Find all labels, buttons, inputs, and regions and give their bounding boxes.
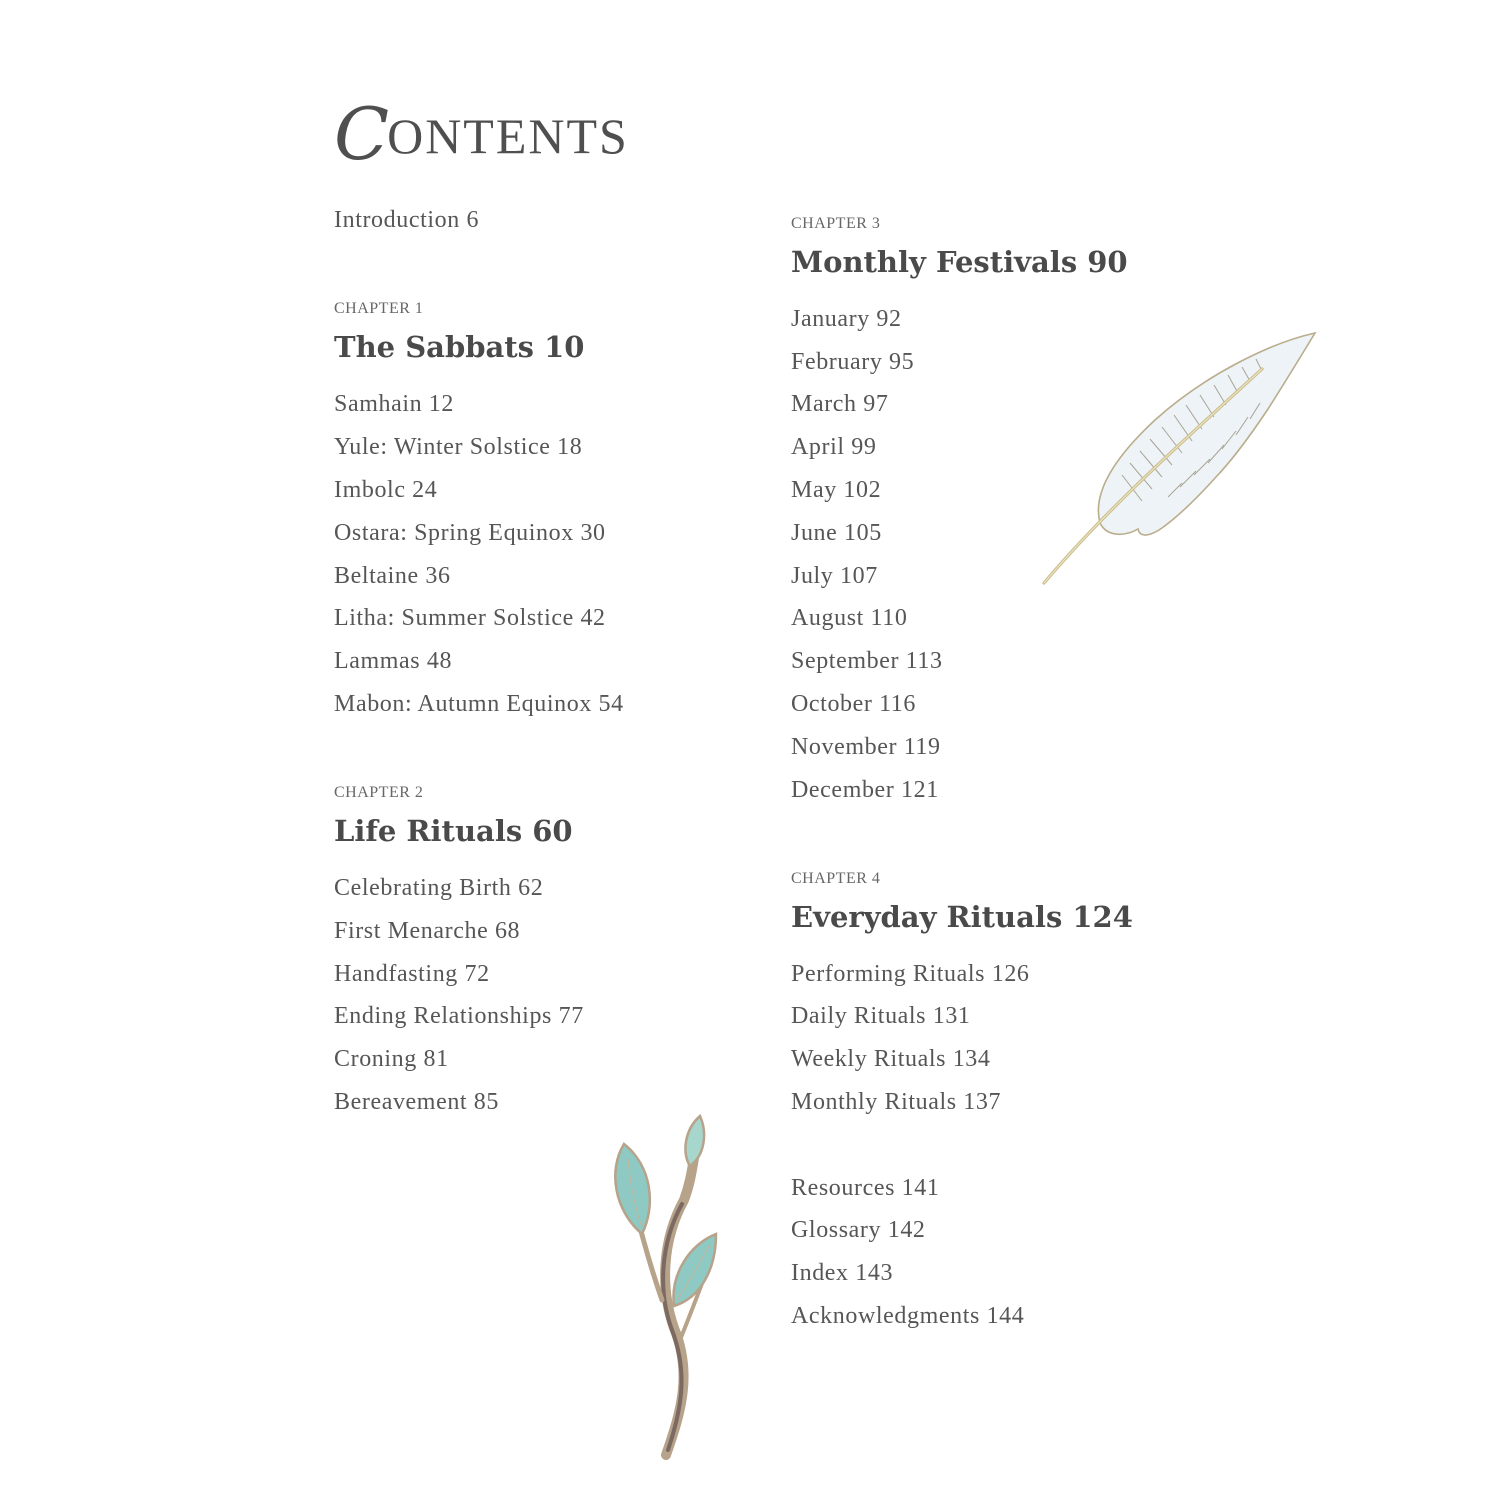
toc-entry[interactable]: July 107 [791, 563, 878, 589]
chapter-1-label: CHAPTER 1 [334, 300, 424, 317]
title-initial: C [334, 92, 392, 176]
toc-entry[interactable]: Litha: Summer Solstice 42 [334, 605, 606, 631]
toc-entry[interactable]: Yule: Winter Solstice 18 [334, 434, 583, 460]
toc-entry[interactable]: Beltaine 36 [334, 563, 451, 589]
toc-entry[interactable]: Ending Relationships 77 [334, 1003, 584, 1029]
toc-entry[interactable]: Daily Rituals 131 [791, 1003, 971, 1029]
toc-entry[interactable]: Samhain 12 [334, 391, 454, 417]
toc-entry[interactable]: April 99 [791, 434, 877, 460]
toc-entry[interactable]: October 116 [791, 691, 917, 717]
chapter-2-label: CHAPTER 2 [334, 784, 424, 801]
toc-entry[interactable]: May 102 [791, 477, 882, 503]
toc-entry[interactable]: August 110 [791, 605, 908, 631]
toc-entry-glossary[interactable]: Glossary 142 [791, 1217, 926, 1243]
toc-entry[interactable]: Performing Rituals 126 [791, 961, 1030, 987]
chapter-3-title[interactable]: Monthly Festivals 90 [791, 245, 1128, 279]
toc-entry[interactable]: Weekly Rituals 134 [791, 1046, 991, 1072]
toc-entry-resources[interactable]: Resources 141 [791, 1175, 940, 1201]
chapter-4-title[interactable]: Everyday Rituals 124 [791, 900, 1133, 934]
toc-entry[interactable]: Celebrating Birth 62 [334, 875, 544, 901]
page-title [334, 92, 629, 176]
toc-entry-index[interactable]: Index 143 [791, 1260, 894, 1286]
toc-entry[interactable]: December 121 [791, 777, 939, 803]
title-rest: ONTENTS [387, 108, 629, 164]
toc-entry[interactable]: Handfasting 72 [334, 961, 490, 987]
chapter-2-title[interactable]: Life Rituals 60 [334, 814, 573, 848]
chapter-3-label: CHAPTER 3 [791, 215, 881, 232]
toc-entry[interactable]: February 95 [791, 349, 915, 375]
toc-entry[interactable]: Imbolc 24 [334, 477, 438, 503]
toc-entry[interactable]: January 92 [791, 306, 902, 332]
toc-entry[interactable]: Lammas 48 [334, 648, 453, 674]
toc-entry[interactable]: November 119 [791, 734, 941, 760]
chapter-1-title[interactable]: The Sabbats 10 [334, 330, 585, 364]
feather-icon [1030, 325, 1330, 595]
toc-entry[interactable]: Croning 81 [334, 1046, 449, 1072]
toc-entry[interactable]: September 113 [791, 648, 943, 674]
toc-entry-acknowledgments[interactable]: Acknowledgments 144 [791, 1303, 1025, 1329]
toc-entry-introduction[interactable]: Introduction 6 [334, 207, 480, 233]
toc-entry[interactable]: June 105 [791, 520, 882, 546]
leaf-sprig-icon [600, 1110, 730, 1470]
toc-entry[interactable]: Monthly Rituals 137 [791, 1089, 1002, 1115]
toc-entry[interactable]: First Menarche 68 [334, 918, 521, 944]
toc-entry[interactable]: Bereavement 85 [334, 1089, 499, 1115]
toc-entry[interactable]: Mabon: Autumn Equinox 54 [334, 691, 624, 717]
chapter-4-label: CHAPTER 4 [791, 870, 881, 887]
toc-entry[interactable]: March 97 [791, 391, 889, 417]
toc-entry[interactable]: Ostara: Spring Equinox 30 [334, 520, 606, 546]
